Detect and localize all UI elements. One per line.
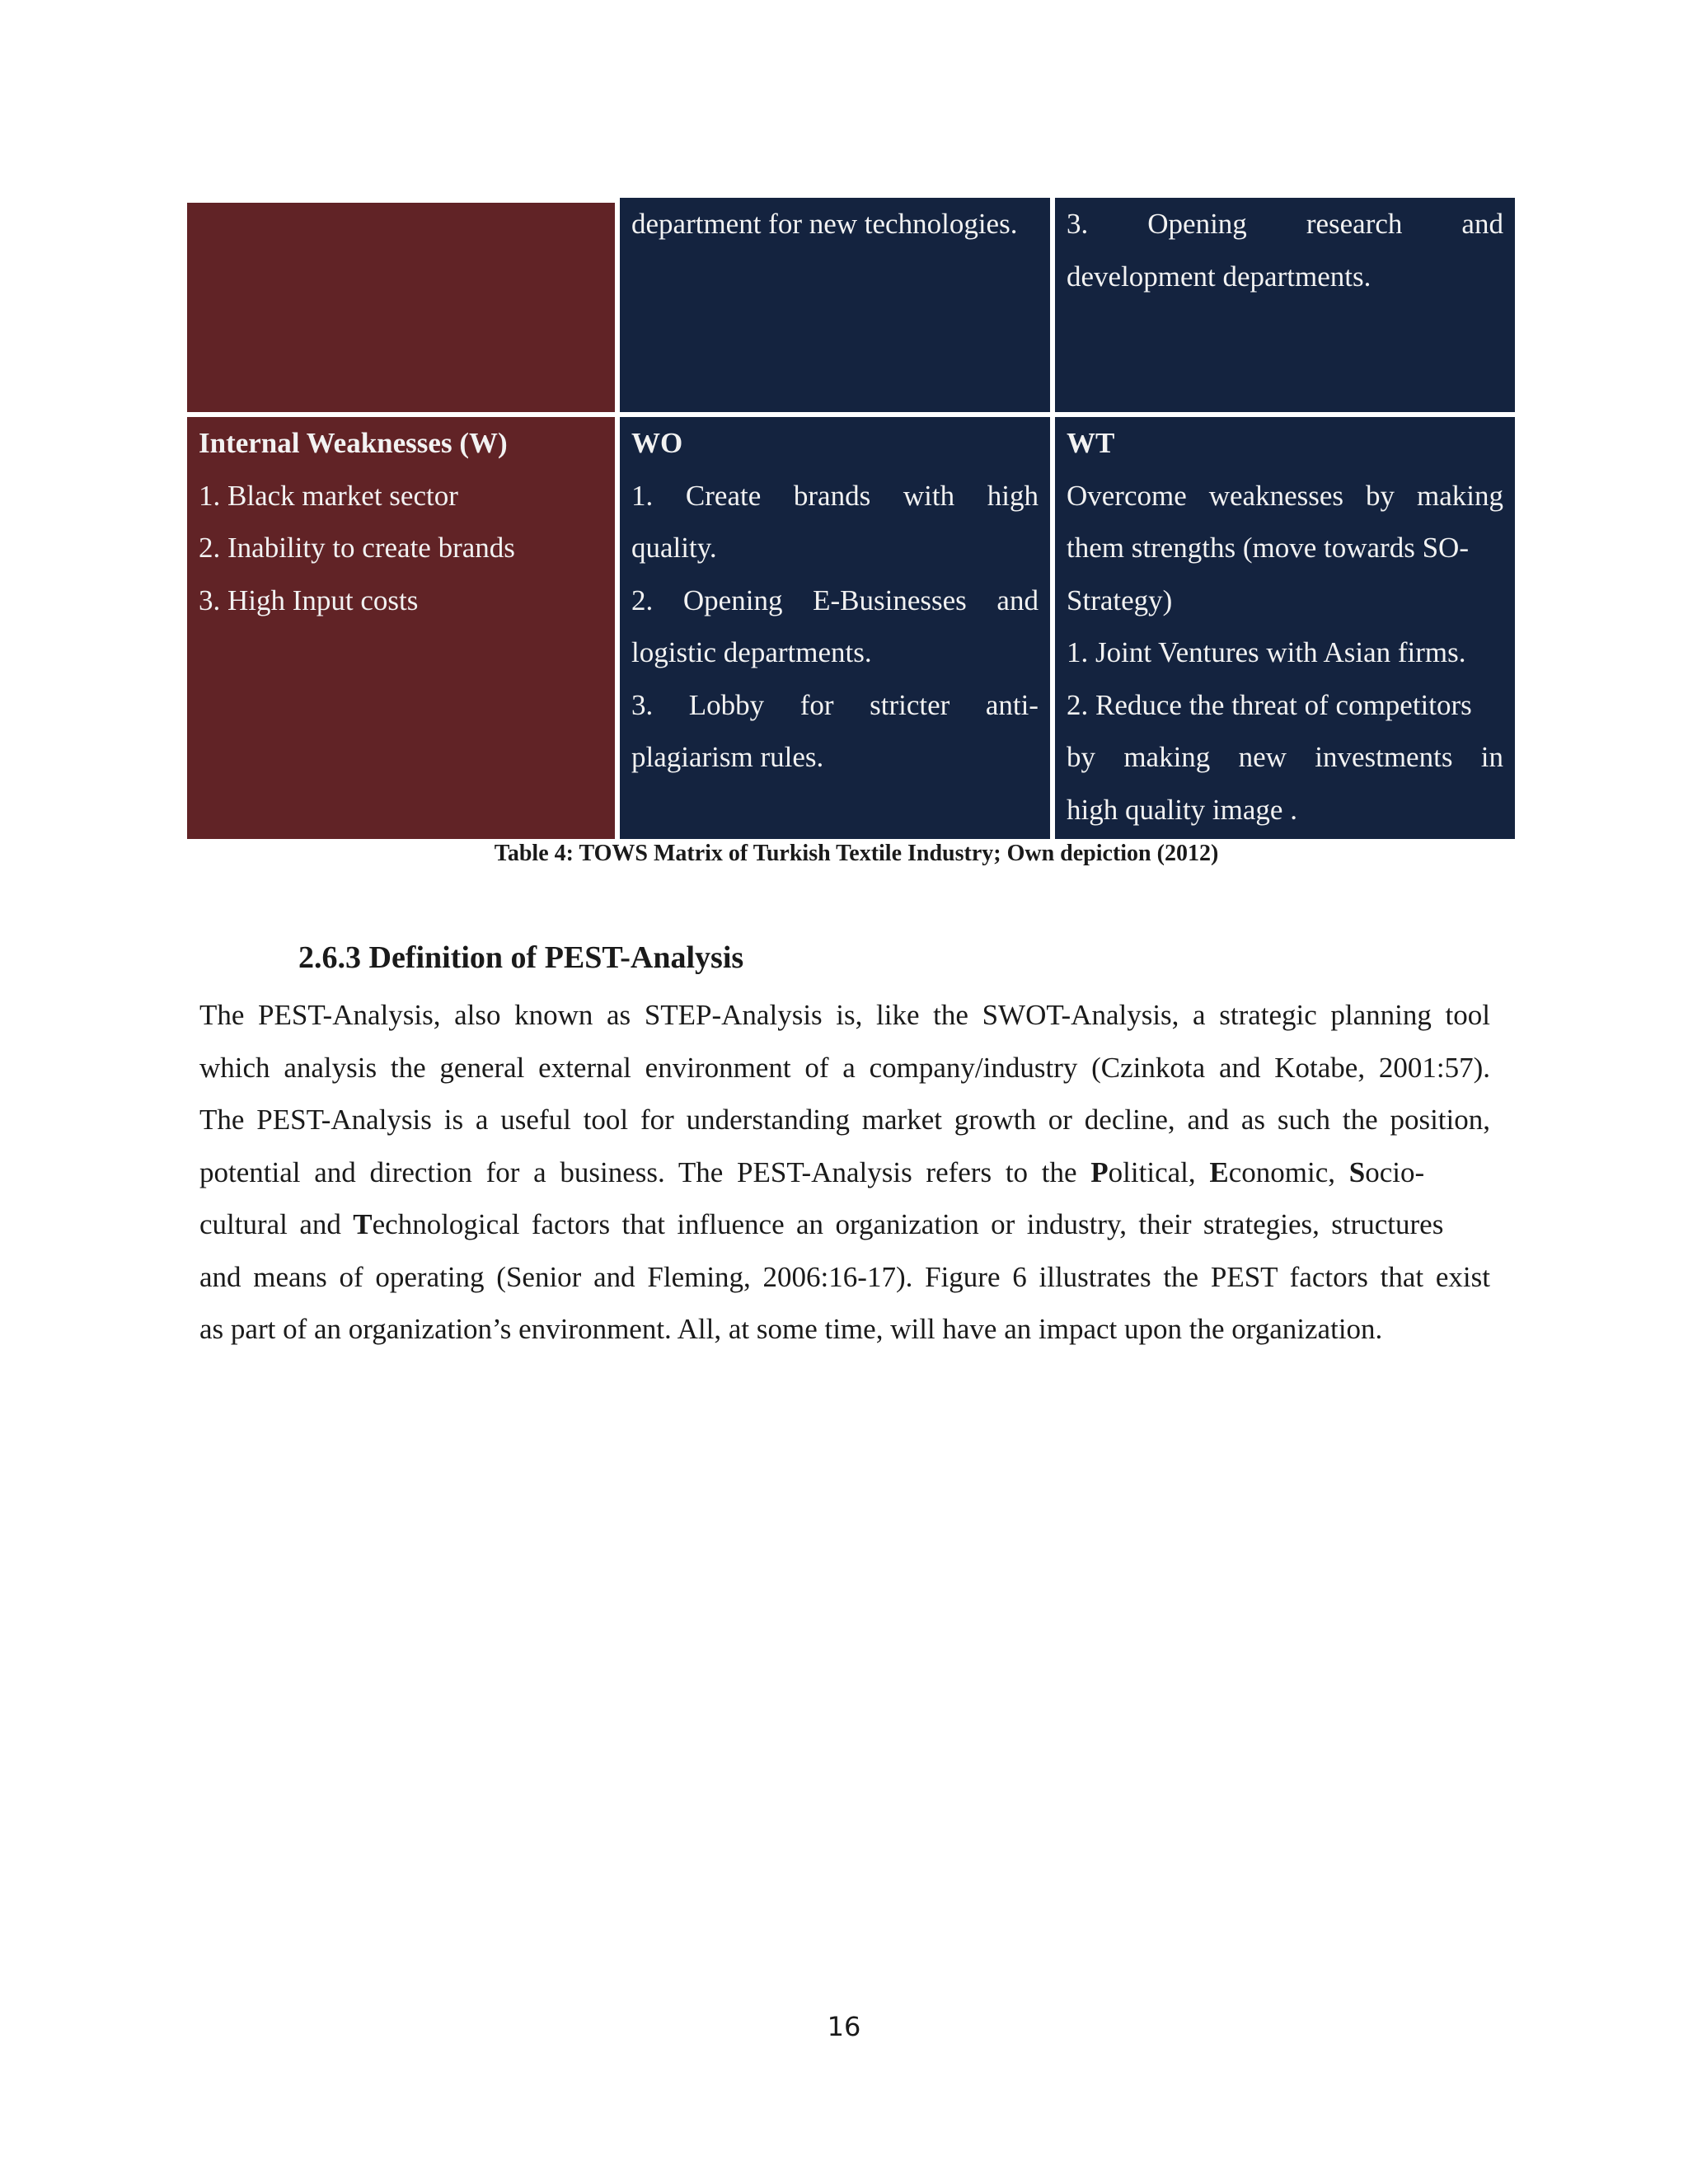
word: high [987, 479, 1039, 512]
body-paragraph [199, 989, 1490, 1356]
word: by [1067, 741, 1095, 773]
word: Opening [1147, 208, 1247, 240]
weakness-item: 2. Inability to create brands [199, 532, 515, 564]
word: Create [685, 479, 762, 512]
word: investments [1315, 741, 1453, 773]
wo-line: plagiarism rules. [631, 741, 824, 773]
wt-heading: WT [1067, 427, 1115, 459]
letter-s: S [1348, 1155, 1366, 1188]
wt-line: 1. Joint Ventures with Asian firms. [1067, 636, 1466, 668]
word: stricter [870, 688, 950, 721]
paragraph-line: and means of operating (Senior and Fleming, 2006:16-17). Figure 6 illustrates the PEST factors that exist [199, 1260, 1490, 1293]
tows-matrix [187, 203, 1515, 839]
word: Opening [682, 583, 783, 616]
wt-line: Strategy) [1067, 583, 1173, 616]
weakness-item: 3. High Input costs [199, 583, 419, 616]
text-run: potential and direction for a business. The PEST-Analysis refers to the [199, 1155, 1091, 1188]
word: with [903, 479, 955, 512]
wo-cell [620, 417, 1050, 839]
wt-line: high quality image . [1067, 793, 1297, 826]
word: 3. [1067, 208, 1089, 240]
word: Lobby [688, 688, 765, 721]
word: making [1123, 741, 1211, 773]
word: new [1238, 741, 1287, 773]
word: Overcome [1067, 479, 1187, 512]
paragraph-line: The PEST-Analysis is a useful tool for understanding market growth or decline, and as such the position, [199, 1104, 1490, 1136]
word: anti- [985, 688, 1039, 721]
cell-text: development departments. [1067, 260, 1372, 293]
cell-text: department for new technologies. [631, 208, 1018, 240]
paragraph-line-tech [199, 1198, 1490, 1251]
wt-cell [1055, 417, 1515, 839]
wt-line [1067, 470, 1503, 523]
word: weaknesses [1208, 479, 1344, 512]
wt-line: 2. Reduce the threat of competitors [1067, 688, 1472, 721]
paragraph-line: as part of an organization’s environment. All, at some time, will have an impact upon the organization. [199, 1313, 1383, 1345]
wt-line: them strengths (move towards SO- [1067, 532, 1469, 564]
matrix-cell-r1c3 [1055, 198, 1515, 412]
word: in [1480, 741, 1503, 773]
word: E-Businesses [813, 583, 967, 616]
letter-p: P [1090, 1155, 1109, 1188]
letter-t: T [353, 1208, 373, 1240]
letter-e: E [1209, 1155, 1229, 1188]
wo-heading: WO [631, 427, 683, 459]
word: 1. [631, 479, 654, 512]
word: and [1461, 208, 1503, 240]
word: 3. [631, 688, 654, 721]
wo-line [631, 470, 1039, 523]
section-heading: 2.6.3 Definition of PEST-Analysis [298, 940, 744, 975]
paragraph-line-pest [199, 1146, 1490, 1199]
matrix-cell-r1c1 [187, 203, 615, 412]
wo-line [631, 679, 1039, 732]
word: 2. [631, 583, 654, 616]
word: for [799, 688, 834, 721]
text-run: ocio- [1365, 1155, 1425, 1188]
page-number: 16 [827, 2011, 861, 2042]
word: and [996, 583, 1039, 616]
text-run: cultural and [199, 1208, 354, 1240]
word: making [1417, 479, 1503, 512]
paragraph-line: The PEST-Analysis, also known as STEP-Analysis is, like the SWOT-Analysis, a strategic planning tool [199, 999, 1490, 1031]
weaknesses-heading: Internal Weaknesses (W) [199, 427, 508, 459]
word: brands [793, 479, 871, 512]
wo-line: logistic departments. [631, 636, 872, 668]
matrix-cell-r1c2 [620, 198, 1050, 412]
word: research [1306, 208, 1403, 240]
paragraph-line: which analysis the general external environment of a company/industry (Czinkota and Kotabe, 2001:57). [199, 1051, 1490, 1084]
table-caption: Table 4: TOWS Matrix of Turkish Textile Industry; Own depiction (2012) [494, 841, 1219, 866]
text-run: olitical, [1108, 1155, 1210, 1188]
wo-line [631, 574, 1039, 627]
weakness-item: 1. Black market sector [199, 479, 458, 512]
text-run: conomic, [1228, 1155, 1349, 1188]
text-run: echnological factors that influence an organization or industry, their strategies, structures [372, 1208, 1444, 1240]
word: by [1366, 479, 1395, 512]
wt-line [1067, 731, 1503, 784]
cell-text-line [1067, 198, 1503, 251]
wo-line: quality. [631, 532, 717, 564]
weaknesses-cell [187, 417, 615, 839]
